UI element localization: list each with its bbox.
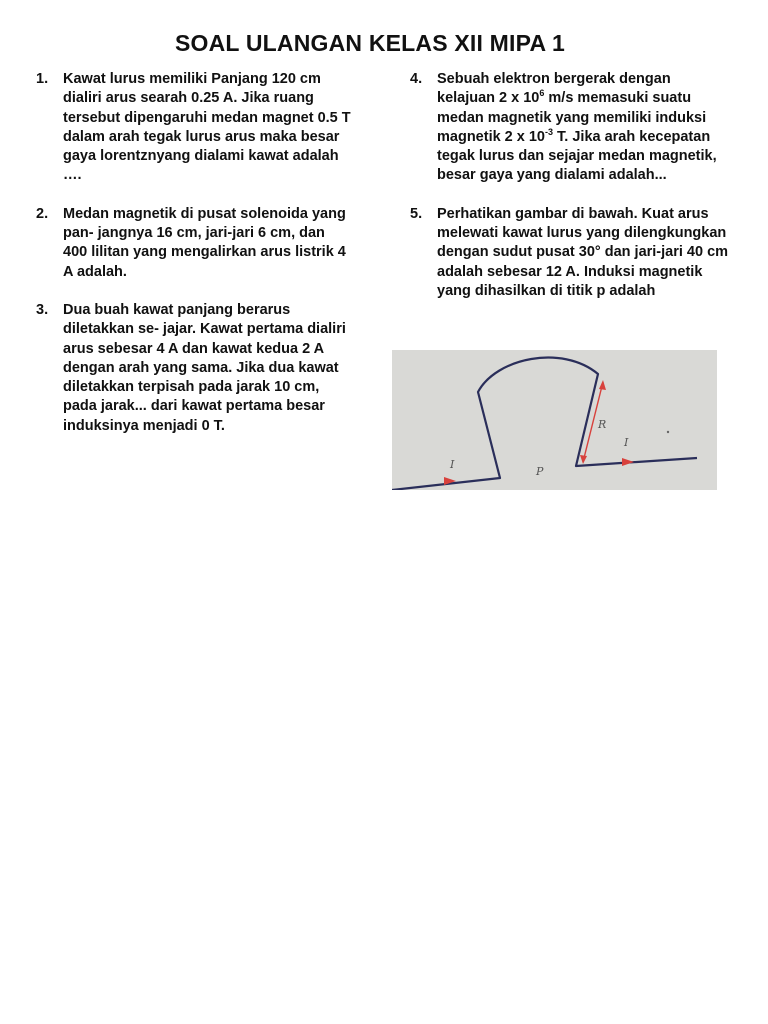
dot-mark (667, 431, 669, 433)
right-column (410, 70, 730, 301)
question-text: Medan magnetik di pusat solenoida yang pan- jangnya 16 cm, jari-jari 6 cm, dan 400 lilitan yang mengalirkan arus listrik 4 A adalah. (63, 205, 346, 280)
question-text-part: Sebuah elektron bergerak dengan kelajuan 2 x 10 (437, 71, 671, 107)
question-3 (36, 301, 352, 436)
figure-background (392, 350, 717, 490)
question-2 (36, 205, 352, 282)
question-text-part: m/s memasuki suatu medan magnetik yang memiliki induksi magnetik 2 x 10 (437, 90, 707, 145)
current-label-left: I (450, 458, 455, 471)
question-text: Dua buah kawat panjang berarus diletakkan se- jajar. Kawat pertama dialiri arus sebesar 4 A dan kawat kedua 2 A dengan arah yang sama. Jika dua kawat diletakkan terpisah pada jarak 10 cm, pada jarak... dari kawat pertama besar induksinya menjadi 0 T. (63, 301, 346, 434)
question-number: 5. (410, 205, 423, 222)
question-1 (36, 70, 352, 186)
question-number: 4. (410, 71, 423, 87)
bent-wire-figure (392, 350, 717, 490)
current-label-right: I (624, 436, 629, 449)
question-5 (410, 205, 730, 301)
question-number: 3. (36, 301, 49, 318)
question-text: Kawat lurus memiliki Panjang 120 cm dialiri arus searah 0.25 A. Jika ruang tersebut dipengaruhi medan magnet 0.5 T dalam arah tegak lurus arus maka besar gaya lorentznyang dialami kawat adalah …. (63, 71, 351, 184)
bent-wire-diagram (392, 350, 717, 490)
question-number: 1. (36, 71, 49, 87)
question-4 (410, 70, 730, 186)
question-text (437, 70, 730, 186)
question-number: 2. (36, 205, 49, 222)
page-title: SOAL ULANGAN KELAS XII MIPA 1 (174, 30, 566, 56)
question-text-part: T. Jika arah kecepatan tegak lurus dan sejajar medan magnetik, besar gaya yang dialami adalah... (437, 128, 717, 184)
left-column (36, 70, 352, 436)
point-label: P (536, 465, 544, 478)
exponent: 6 (539, 88, 545, 99)
exponent: -3 (545, 127, 554, 138)
question-text: Perhatikan gambar di bawah. Kuat arus melewati kawat lurus yang dilengkungkan dengan sudut pusat 30° dan jari-jari 40 cm adalah sebesar 12 A. Induksi magnetik yang dihasilkan di titik p adalah (437, 205, 729, 299)
radius-label: R (598, 418, 607, 431)
